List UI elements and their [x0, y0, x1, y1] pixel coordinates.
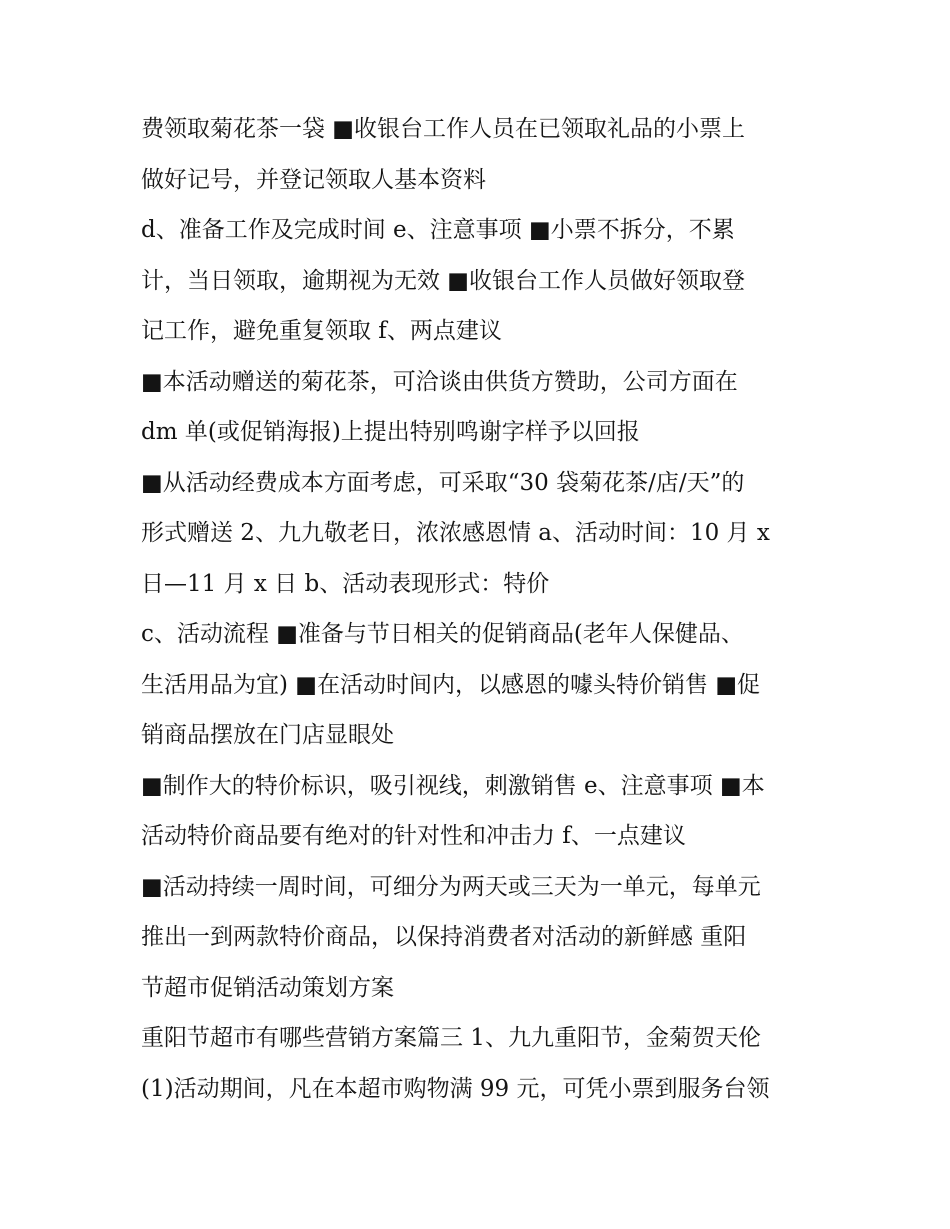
text-line: d、准备工作及完成时间 e、注意事项 ■小票不拆分，不累: [141, 217, 735, 243]
text-line: 销商品摆放在门店显眼处: [141, 722, 394, 748]
text-line: 日—11 月 x 日 b、活动表现形式：特价: [141, 570, 550, 597]
text-line: c、活动流程 ■准备与节日相关的促销商品(老年人保健品、: [141, 621, 744, 647]
text-line: dm 单(或促销海报)上提出特别鸣谢字样予以回报: [141, 419, 640, 445]
document-body: [141, 104, 821, 1114]
text-line: 节超市促销活动策划方案: [141, 974, 394, 1001]
text-line: 重阳节超市有哪些营销方案篇三 1、九九重阳节，金菊贺天伦: [141, 1025, 761, 1051]
text-line: ■活动持续一周时间，可细分为两天或三天为一单元，每单元: [141, 873, 761, 900]
text-line: 形式赠送 2、九九敬老日，浓浓感恩情 a、活动时间：10 月 x: [141, 520, 770, 546]
text-line: 生活用品为宜) ■在活动时间内，以感恩的噱头特价销售 ■促: [141, 671, 761, 698]
text-line: 活动特价商品要有绝对的针对性和冲击力 f、一点建议: [141, 823, 686, 849]
text-line: ■从活动经费成本方面考虑，可采取“30 袋菊花茶/店/天”的: [141, 469, 745, 496]
text-line: (1)活动期间，凡在本超市购物满 99 元，可凭小票到服务台领: [141, 1075, 770, 1102]
text-line: 推出一到两款特价商品，以保持消费者对活动的新鲜感 重阳: [141, 924, 747, 950]
text-line: 做好记号，并登记领取人基本资料: [141, 166, 486, 193]
text-line: ■制作大的特价标识，吸引视线，刺激销售 e、注意事项 ■本: [141, 772, 765, 799]
text-line: 计，当日领取，逾期视为无效 ■收银台工作人员做好领取登: [141, 267, 746, 294]
text-line: 费领取菊花茶一袋 ■收银台工作人员在已领取礼品的小票上: [141, 116, 746, 142]
text-line: ■本活动赠送的菊花茶，可洽谈由供货方赞助，公司方面在: [141, 368, 738, 395]
text-line: 记工作，避免重复领取 f、两点建议: [141, 318, 502, 344]
